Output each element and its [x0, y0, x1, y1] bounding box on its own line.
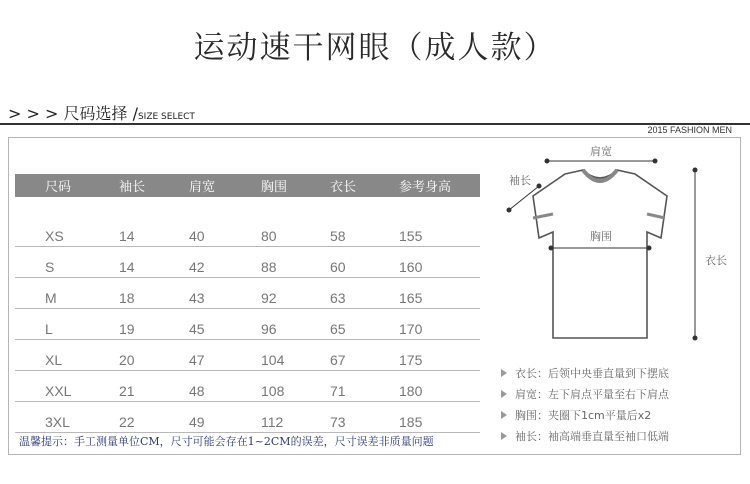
header-length: 衣长 [315, 174, 379, 197]
cell-size: XS [15, 216, 97, 247]
cell-size: S [15, 247, 97, 278]
cell-shoulder: 45 [167, 309, 241, 340]
tshirt-outline [533, 170, 667, 338]
cell-chest: 104 [241, 340, 315, 371]
table-row [15, 216, 480, 247]
cell-sleeve: 20 [97, 340, 167, 371]
length-label: 衣长 [705, 254, 727, 267]
size-table [15, 174, 480, 433]
tshirt-diagram [495, 142, 735, 352]
cell-length: 60 [315, 247, 379, 278]
table-row [15, 247, 480, 278]
legend-text: 袖长：袖高端垂直量至袖口低端 [515, 429, 669, 443]
triangle-bullet-icon [501, 411, 507, 419]
legend-item [501, 362, 669, 383]
table-row [15, 402, 480, 433]
cell-size: M [15, 278, 97, 309]
cell-chest: 92 [241, 278, 315, 309]
shoulder-dot-left [545, 159, 550, 164]
cell-sleeve: 18 [97, 278, 167, 309]
cell-sleeve: 19 [97, 309, 167, 340]
sleeve-label: 袖长 [509, 174, 531, 187]
cell-shoulder: 47 [167, 340, 241, 371]
table-row [15, 340, 480, 371]
legend-item [501, 425, 669, 446]
cell-size: XXL [15, 371, 97, 402]
chest-dot-right [647, 246, 652, 251]
triangle-bullet-icon [501, 432, 507, 440]
section-heading [8, 101, 195, 124]
cell-chest: 88 [241, 247, 315, 278]
cell-chest: 80 [241, 216, 315, 247]
header-height: 参考身高 [379, 174, 480, 197]
cell-chest: 112 [241, 402, 315, 433]
cell-sleeve: 22 [97, 402, 167, 433]
header-sleeve: 袖长 [97, 174, 167, 197]
cell-chest: 96 [241, 309, 315, 340]
cell-size: 3XL [15, 402, 97, 433]
cell-length: 67 [315, 340, 379, 371]
legend-item [501, 383, 669, 404]
length-dot-top [693, 168, 698, 173]
cell-shoulder: 42 [167, 247, 241, 278]
shoulder-dot-right [653, 159, 658, 164]
cell-height: 175 [379, 340, 480, 371]
cell-size: XL [15, 340, 97, 371]
cell-height: 185 [379, 402, 480, 433]
cell-height: 170 [379, 309, 480, 340]
section-heading-text: > > > 尺码选择 / [8, 104, 138, 123]
cell-height: 155 [379, 216, 480, 247]
cell-length: 58 [315, 216, 379, 247]
cell-shoulder: 49 [167, 402, 241, 433]
cell-length: 63 [315, 278, 379, 309]
cell-sleeve: 14 [97, 216, 167, 247]
header-size: 尺码 [15, 174, 97, 197]
measurement-note: 温馨提示：手工测量单位CM，尺寸可能会存在1~2CM的误差，尺寸误差非质量问题 [19, 435, 434, 448]
cell-sleeve: 14 [97, 247, 167, 278]
cell-shoulder: 40 [167, 216, 241, 247]
page-title: 运动速干网眼（成人款） [193, 30, 557, 66]
chest-label: 胸围 [590, 230, 612, 243]
cell-length: 73 [315, 402, 379, 433]
table-row [15, 278, 480, 309]
cell-length: 65 [315, 309, 379, 340]
legend-item [501, 404, 669, 425]
sleeve-dot-bottom [507, 208, 512, 213]
triangle-bullet-icon [501, 369, 507, 377]
cell-size: L [15, 309, 97, 340]
legend-text: 肩宽：左下肩点平量至右下肩点 [515, 387, 669, 401]
triangle-bullet-icon [501, 390, 507, 398]
header-chest: 胸围 [241, 174, 315, 197]
brand-text: 2015 FASHION MEN [647, 125, 732, 135]
cell-height: 165 [379, 278, 480, 309]
divider [0, 123, 750, 125]
cell-chest: 108 [241, 371, 315, 402]
size-chart-panel [8, 137, 741, 455]
cell-height: 180 [379, 371, 480, 402]
cell-length: 71 [315, 371, 379, 402]
sleeve-dot-top [537, 184, 542, 189]
legend-text: 衣长：后领中央垂直量到下摆底 [515, 366, 669, 380]
length-dot-bottom [693, 336, 698, 341]
table-row [15, 371, 480, 402]
section-heading-sub: SIZE SELECT [137, 112, 195, 122]
header-shoulder: 肩宽 [167, 174, 241, 197]
table-header-row [15, 174, 480, 197]
chest-dot-left [549, 246, 554, 251]
cell-shoulder: 48 [167, 371, 241, 402]
cell-sleeve: 21 [97, 371, 167, 402]
legend-text: 胸围：夹圈下1cm平量后x2 [515, 408, 652, 422]
shoulder-label: 肩宽 [590, 145, 612, 158]
measurement-legend [501, 362, 669, 446]
cell-height: 160 [379, 247, 480, 278]
table-row [15, 309, 480, 340]
cell-shoulder: 43 [167, 278, 241, 309]
